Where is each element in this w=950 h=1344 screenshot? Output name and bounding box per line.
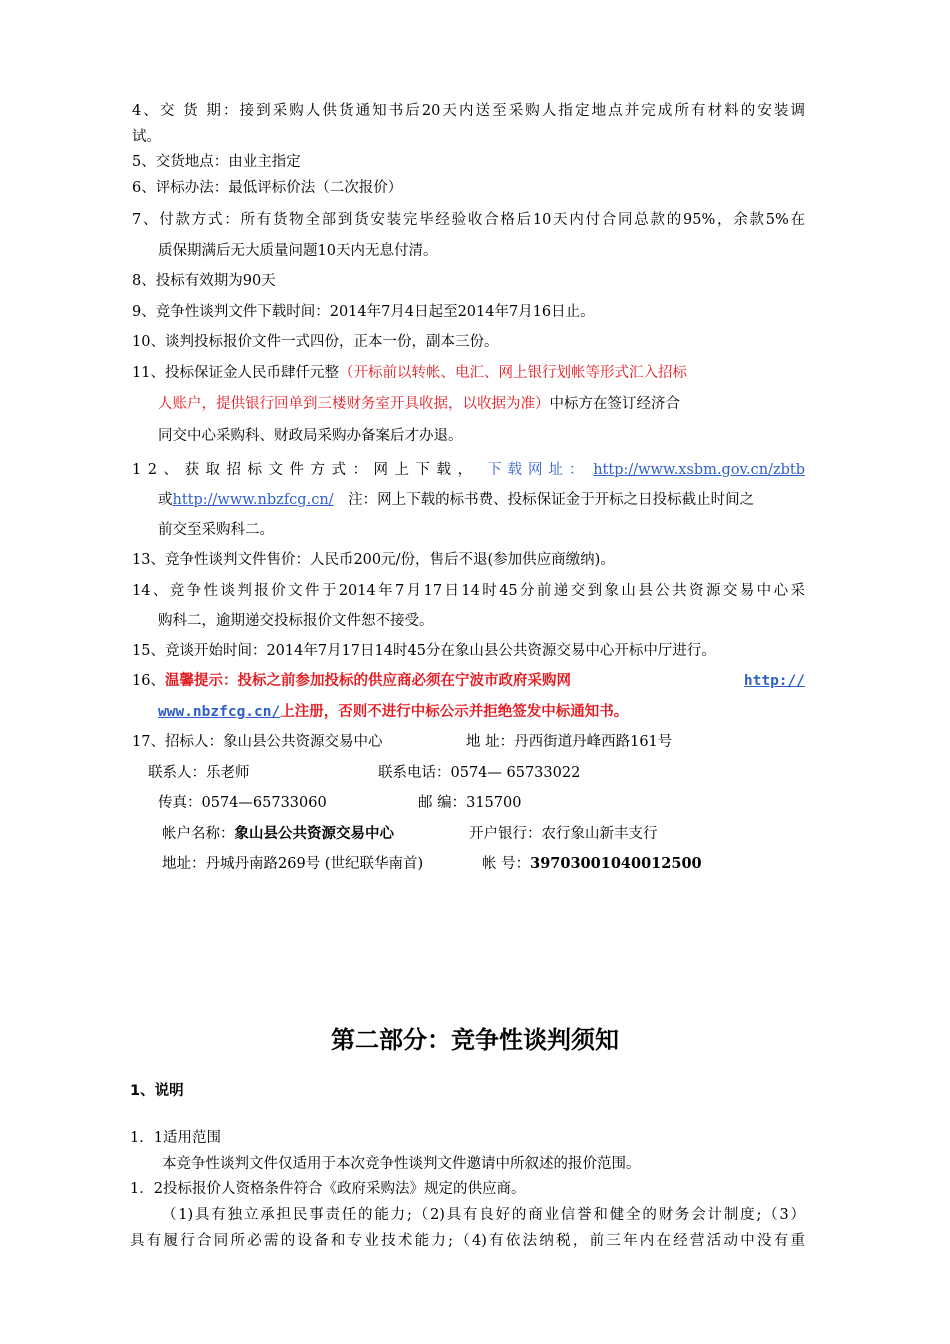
tenderer-address: 地 址：丹西街道丹峰西路161号 bbox=[466, 734, 673, 750]
item-12-note: 注：网上下载的标书费、投标保证金于开标之日投标截止时间之 bbox=[348, 492, 755, 508]
item-14-line-1: 14、竞争性谈判报价文件于2014年7月17日14时45分前递交到象山县公共资源交易中心采 bbox=[132, 583, 805, 599]
item-12-line-1 bbox=[132, 460, 805, 480]
item-12-label: 12、获取招标文件方式：网上下载， bbox=[132, 462, 479, 478]
item-7-line-1: 7、付款方式：所有货物全部到货安装完毕经验收合格后10天内付合同总款的95%，余款5%在 bbox=[132, 212, 805, 228]
item-12-site-label: 下载网址： bbox=[487, 462, 590, 478]
part-2-title: 第二部分：竞争性谈判须知 bbox=[331, 1026, 619, 1054]
item-11-tail: 中标方在签订经济合 bbox=[549, 396, 680, 412]
item-12-line-3: 前交至采购科二。 bbox=[158, 522, 274, 538]
item-11-line-1 bbox=[132, 363, 687, 383]
item-11-prefix: 11、投标保证金人民币肆仟元整 bbox=[132, 365, 339, 381]
section-1-1-title: 1．1适用范围 bbox=[130, 1130, 221, 1146]
item-16-url-part-2[interactable]: www.nbzfcg.cn/ bbox=[158, 704, 281, 720]
item-16-line-1 bbox=[132, 671, 805, 691]
section-1-2-title: 1．2投标报价人资格条件符合《政府采购法》规定的供应商。 bbox=[130, 1181, 526, 1197]
item-16-warning-text-2: 上注册，否则不进行中标公示并拒绝签发中标通知书。 bbox=[280, 703, 629, 720]
item-15: 15、竞谈开始时间：2014年7月17日14时45分在象山县公共资源交易中心开标中厅进行。 bbox=[132, 643, 716, 659]
bank-address: 地址：丹城丹南路269号 (世纪联华南首) bbox=[162, 856, 424, 872]
url-nbzfcg-link[interactable]: http://www.nbzfcg.cn/ bbox=[172, 492, 334, 508]
item-6: 6、评标办法：最低评标价法（二次报价） bbox=[132, 180, 403, 196]
account-number-row bbox=[482, 854, 702, 874]
tenderer: 17、招标人：象山县公共资源交易中心 bbox=[132, 734, 383, 750]
item-11-red-text-1: （开标前以转帐、电汇、网上银行划帐等形式汇入招标 bbox=[338, 365, 687, 381]
item-7-line-2: 质保期满后无大质量问题10天内无息付清。 bbox=[158, 243, 438, 259]
contact-phone: 联系电话：0574— 65733022 bbox=[378, 765, 581, 781]
fax: 传真：0574—65733060 bbox=[158, 795, 327, 811]
item-11-line-3: 同交中心采购科、财政局采购办备案后才办退。 bbox=[158, 428, 463, 444]
account-name-label: 帐户名称： bbox=[162, 826, 235, 842]
item-12-line-2 bbox=[158, 490, 754, 510]
item-11-line-2 bbox=[158, 394, 680, 414]
account-name-row bbox=[162, 824, 394, 844]
item-16-url-part-1[interactable]: http:// bbox=[743, 673, 805, 689]
item-12-or: 或 bbox=[158, 492, 173, 508]
item-16-prefix: 16、 bbox=[132, 673, 165, 689]
item-14-line-2: 购科二，逾期递交投标报价文件恕不接受。 bbox=[158, 613, 434, 629]
item-4-line-2: 试。 bbox=[132, 129, 161, 145]
section-1-2-line-2: 具有履行合同所必需的设备和专业技术能力;（4)有依法纳税，前三年内在经营活动中没有重 bbox=[130, 1233, 805, 1249]
section-1-heading: 1、说明 bbox=[130, 1083, 184, 1099]
section-1-2-line-1: （1)具有独立承担民事责任的能力;（2)具有良好的商业信誉和健全的财务会计制度;（3） bbox=[162, 1207, 805, 1223]
item-8: 8、投标有效期为90天 bbox=[132, 273, 276, 289]
item-13: 13、竞争性谈判文件售价：人民币200元/份，售后不退(参加供应商缴纳)。 bbox=[132, 552, 615, 568]
item-16-line-2 bbox=[158, 702, 628, 722]
contact-person: 联系人：乐老师 bbox=[148, 765, 250, 781]
account-number-label: 帐 号： bbox=[482, 856, 531, 872]
item-10: 10、谈判投标报价文件一式四份，正本一份，副本三份。 bbox=[132, 334, 499, 350]
url-xsbm-link[interactable]: http://www.xsbm.gov.cn/zbtb bbox=[593, 462, 805, 478]
item-5: 5、交货地点：由业主指定 bbox=[132, 154, 301, 170]
section-1-1-body: 本竞争性谈判文件仅适用于本次竞争性谈判文件邀请中所叙述的报价范围。 bbox=[162, 1156, 641, 1172]
item-16-warning-text-1: 温馨提示：投标之前参加投标的供应商必须在宁波市政府采购网 bbox=[164, 672, 571, 689]
item-4-line-1: 4、交 货 期：接到采购人供货通知书后20天内送至采购人指定地点并完成所有材料的安装调 bbox=[132, 103, 805, 119]
account-number: 39703001040012500 bbox=[530, 855, 702, 872]
account-name: 象山县公共资源交易中心 bbox=[234, 825, 394, 842]
item-9: 9、竞争性谈判文件下载时间：2014年7月4日起至2014年7月16日止。 bbox=[132, 304, 595, 320]
bank: 开户银行：农行象山新丰支行 bbox=[469, 826, 658, 842]
postcode: 邮 编：315700 bbox=[418, 795, 522, 811]
item-11-red-text-2: 人账户，提供银行回单到三楼财务室开具收据，以收据为准） bbox=[158, 396, 550, 412]
